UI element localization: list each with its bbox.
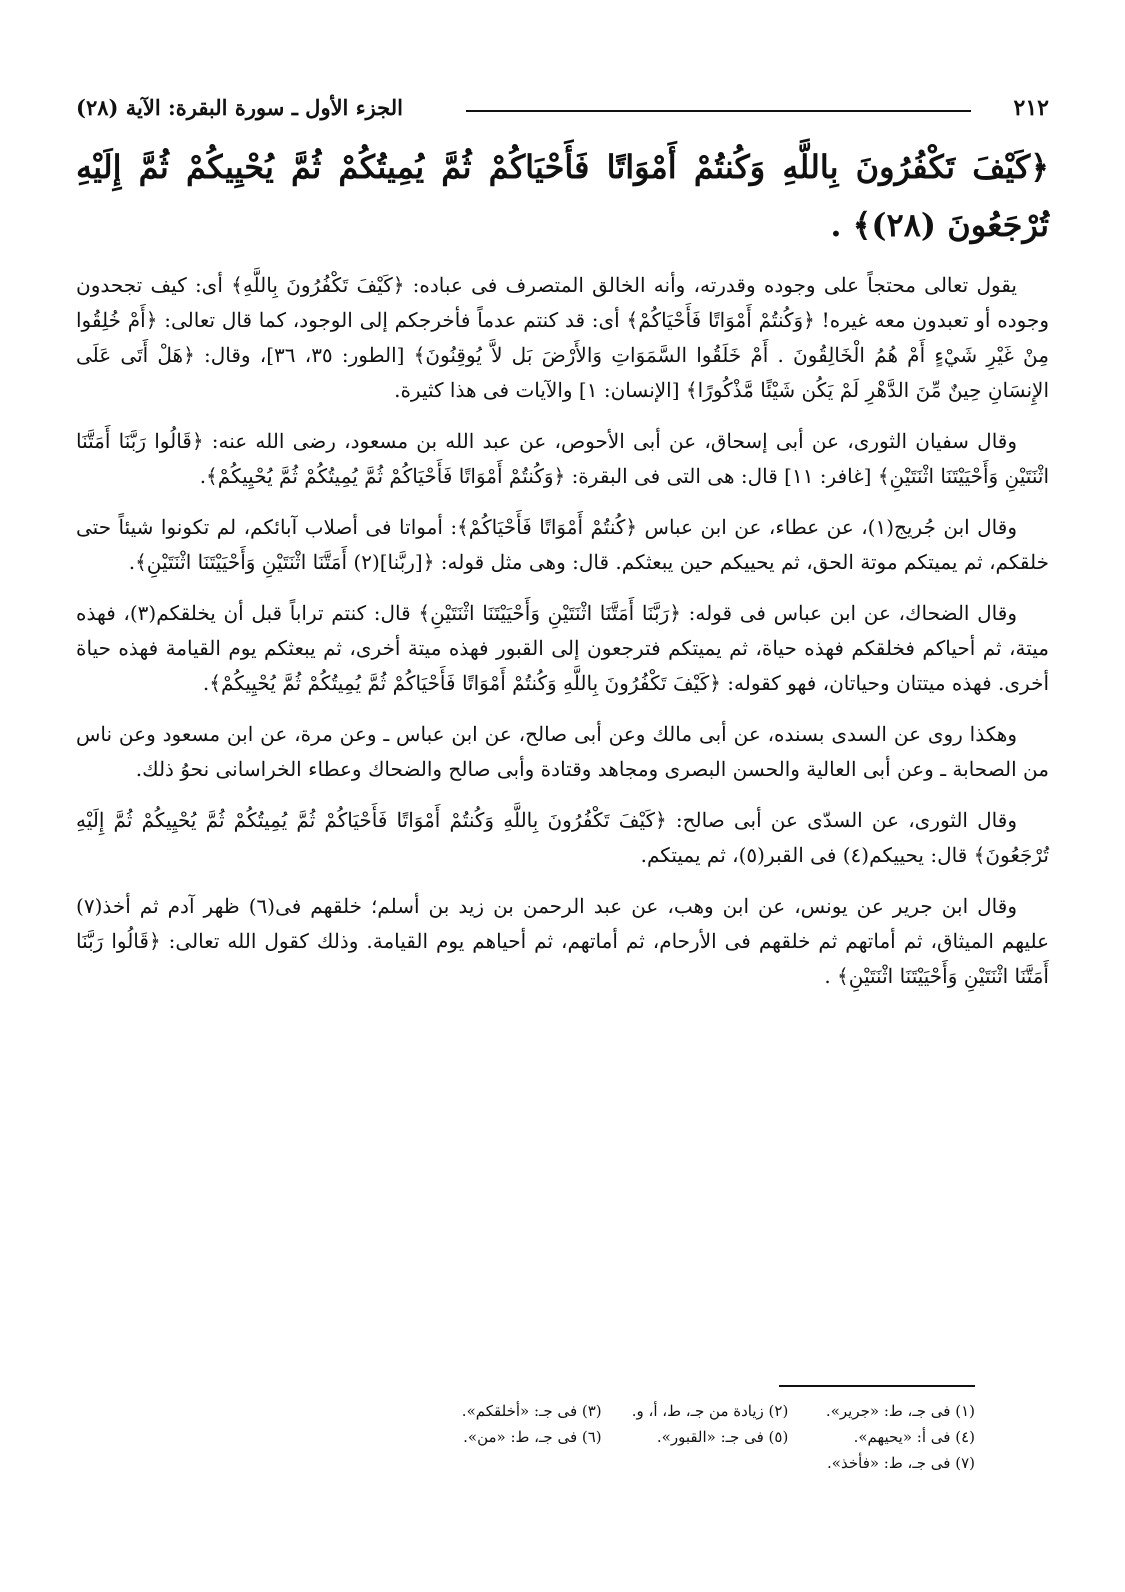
paragraph: وقال الضحاك، عن ابن عباس فى قوله: ﴿رَبَّنَا أَمَتَّنَا اثْنَتَيْنِ وَأَحْيَيْتَنَا اثْنَتَيْنِ﴾ قال: كنتم تراباً قبل أن يخلقكم(٣)، فهذه ميتة، ثم أحياكم فخلقكم فهذه حياة، ثم يميتكم فترجعون إلى القبور فهذه ميتة أخرى، ثم يبعثكم يوم القيامة فهذه حياة أخرى. فهذه ميتتان وحياتان، فهو كقوله: ﴿كَيْفَ تَكْفُرُونَ بِاللَّهِ وَكُنتُمْ أَمْوَاتًا فَأَحْيَاكُمْ ثُمَّ يُمِيتُكُمْ ثُمَّ يُحْيِيكُمْ﴾.	[76, 601, 1049, 695]
footnote: (٧) فى جـ، ط: «فأخذ».	[827, 1454, 975, 1472]
footnote-row	[415, 1398, 975, 1424]
footnote-row	[415, 1450, 975, 1476]
paragraph: وقال ابن جرير عن يونس، عن ابن وهب، عن عبد الرحمن بن زيد بن أسلم؛ خلقهم فى(٦) ظهر آدم ثم أخذ(٧) عليهم الميثاق، ثم أماتهم ثم خلقهم فى الأرحام، ثم أماتهم، ثم أحياهم يوم القيامة. وذلك كقول الله تعالى: ﴿قَالُوا رَبَّنَا أَمَتَّنَا اثْنَتَيْنِ وَأَحْيَيْتَنَا اثْنَتَيْنِ﴾ .	[76, 894, 1049, 988]
paragraph: وقال ابن جُريج(١)، عن عطاء، عن ابن عباس ﴿كُنتُمْ أَمْوَاتًا فَأَحْيَاكُمْ﴾: أمواتا فى أصلاب آبائكم، لم تكونوا شيئاً حتى خلقكم، ثم يميتكم موتة الحق، ثم يحييكم حين يبعثكم. قال: وهى مثل قوله: ﴿[ربَّنا](٢) أَمَتَّنَا اثْنَتَيْنِ وَأَحْيَيْتَنَا اثْنَتَيْنِ﴾.	[76, 515, 1049, 574]
footnote: (١) فى جـ، ط: «جرير».	[825, 1402, 975, 1420]
footnote-row	[415, 1424, 975, 1450]
footnote: (٢) زيادة من جـ، ط، أ، و.	[631, 1402, 789, 1420]
page-header	[76, 90, 1049, 126]
footnote: (٣) فى جـ: «أخلقكم».	[461, 1402, 602, 1420]
running-title: الجزء الأول ـ سورة البقرة: الآية (٢٨)	[76, 95, 403, 120]
header-rule	[466, 110, 971, 112]
page-number: ٢١٢	[1013, 95, 1049, 121]
footnote: (٤) فى أ: «يحيهم».	[853, 1428, 975, 1446]
footnote: (٦) فى جـ، ط: «من».	[463, 1428, 602, 1446]
commentary-body	[76, 268, 1049, 1010]
footnotes	[415, 1398, 975, 1476]
paragraph: يقول تعالى محتجاً على وجوده وقدرته، وأنه الخالق المتصرف فى عباده: ﴿كَيْفَ تَكْفُرُونَ بِاللَّهِ﴾ أى: كيف تجحدون وجوده أو تعبدون معه غيره! ﴿وَكُنتُمْ أَمْوَاتًا فَأَحْيَاكُمْ﴾ أى: قد كنتم عدماً فأخرجكم إلى الوجود، كما قال تعالى: ﴿أَمْ خُلِقُوا مِنْ غَيْرِ شَيْءٍ أَمْ هُمُ الْخَالِقُونَ . أَمْ خَلَقُوا السَّمَوَاتِ وَالأَرْضَ بَل لاَّ يُوقِنُونَ﴾ [الطور: ٣٥، ٣٦]، وقال: ﴿هَلْ أَتَى عَلَى الإِنسَانِ حِينٌ مِّنَ الدَّهْرِ لَمْ يَكُن شَيْئًا مَّذْكُورًا﴾ [الإنسان: ١] والآيات فى هذا كثيرة.	[76, 273, 1049, 402]
paragraph: وقال الثورى، عن السدّى عن أبى صالح: ﴿كَيْفَ تَكْفُرُونَ بِاللَّهِ وَكُنتُمْ أَمْوَاتًا فَأَحْيَاكُمْ ثُمَّ يُمِيتُكُمْ ثُمَّ يُحْيِيكُمْ ثُمَّ إِلَيْهِ تُرْجَعُونَ﴾ قال: يحييكم(٤) فى القبر(٥)، ثم يميتكم.	[76, 808, 1049, 867]
paragraph: وهكذا روى عن السدى بسنده، عن أبى مالك وعن أبى صالح، عن ابن عباس ـ وعن مرة، عن ابن مسعود وعن ناس من الصحابة ـ وعن أبى العالية والحسن البصرى ومجاهد وقتادة وأبى صالح والضحاك وعطاء الخراسانى نحوُ ذلك.	[76, 722, 1049, 781]
quran-verse: ﴿كَيْفَ تَكْفُرُونَ بِاللَّهِ وَكُنتُمْ أَمْوَاتًا فَأَحْيَاكُمْ ثُمَّ يُمِيتُكُمْ ثُمَّ يُحْيِيكُمْ ثُمَّ إِلَيْهِ تُرْجَعُونَ (٢٨)﴾ .	[76, 148, 1050, 244]
paragraph: وقال سفيان الثورى، عن أبى إسحاق، عن أبى الأحوص، عن عبد الله بن مسعود، رضى الله عنه: ﴿قَالُوا رَبَّنَا أَمَتَّنَا اثْنَتَيْنِ وَأَحْيَيْتَنَا اثْنَتَيْنِ﴾ [غافر: ١١] قال: هى التى فى البقرة: ﴿وَكُنتُمْ أَمْوَاتًا فَأَحْيَاكُمْ ثُمَّ يُمِيتُكُمْ ثُمَّ يُحْيِيكُمْ﴾.	[76, 429, 1049, 488]
footnote: (٥) فى جـ: «القبور».	[656, 1428, 789, 1446]
footnote-rule	[779, 1385, 975, 1387]
